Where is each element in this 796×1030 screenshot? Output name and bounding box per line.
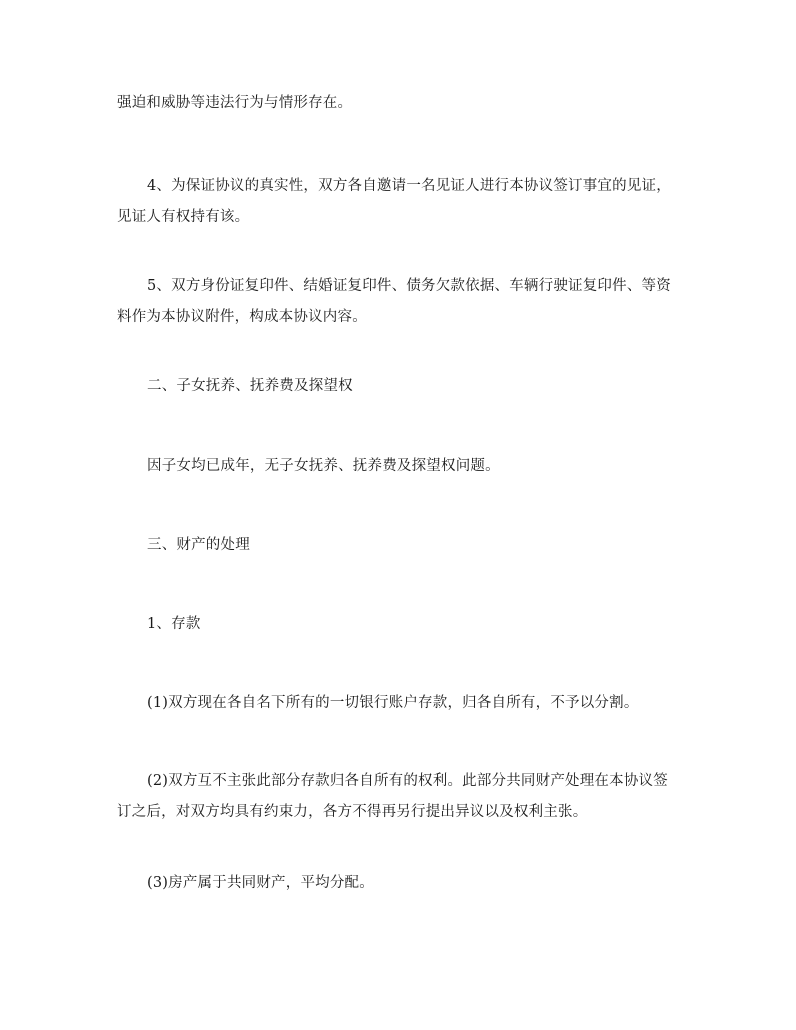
section-heading-property: 三、财产的处理 <box>147 537 250 553</box>
subheading-savings: 1、存款 <box>147 616 201 632</box>
paragraph-clause-4: 4、为保证协议的真实性，双方各自邀请一名见证人进行本协议签订事宜的见证，见证人有权持有该。 <box>117 178 671 225</box>
section-heading-children: 二、子女抚养、抚养费及探望权 <box>147 378 353 394</box>
paragraph-clause-5: 5、双方身份证复印件、结婚证复印件、债务欠款依据、车辆行驶证复印件、等资料作为本协议附件，构成本协议内容。 <box>117 278 671 325</box>
paragraph-savings-1: (1)双方现在各自名下所有的一切银行账户存款，归各自所有，不予以分割。 <box>147 695 639 711</box>
paragraph-savings-2: (2)双方互不主张此部分存款归各自所有的权利。此部分共同财产处理在本协议签订之后，对双方均具有约束力，各方不得再另行提出异议以及权利主张。 <box>117 773 668 820</box>
paragraph-children-note: 因子女均已成年，无子女抚养、抚养费及探望权问题。 <box>147 458 500 474</box>
paragraph-continuation: 强迫和威胁等违法行为与情形存在。 <box>117 95 353 111</box>
paragraph-savings-3: (3)房产属于共同财产，平均分配。 <box>147 875 374 891</box>
